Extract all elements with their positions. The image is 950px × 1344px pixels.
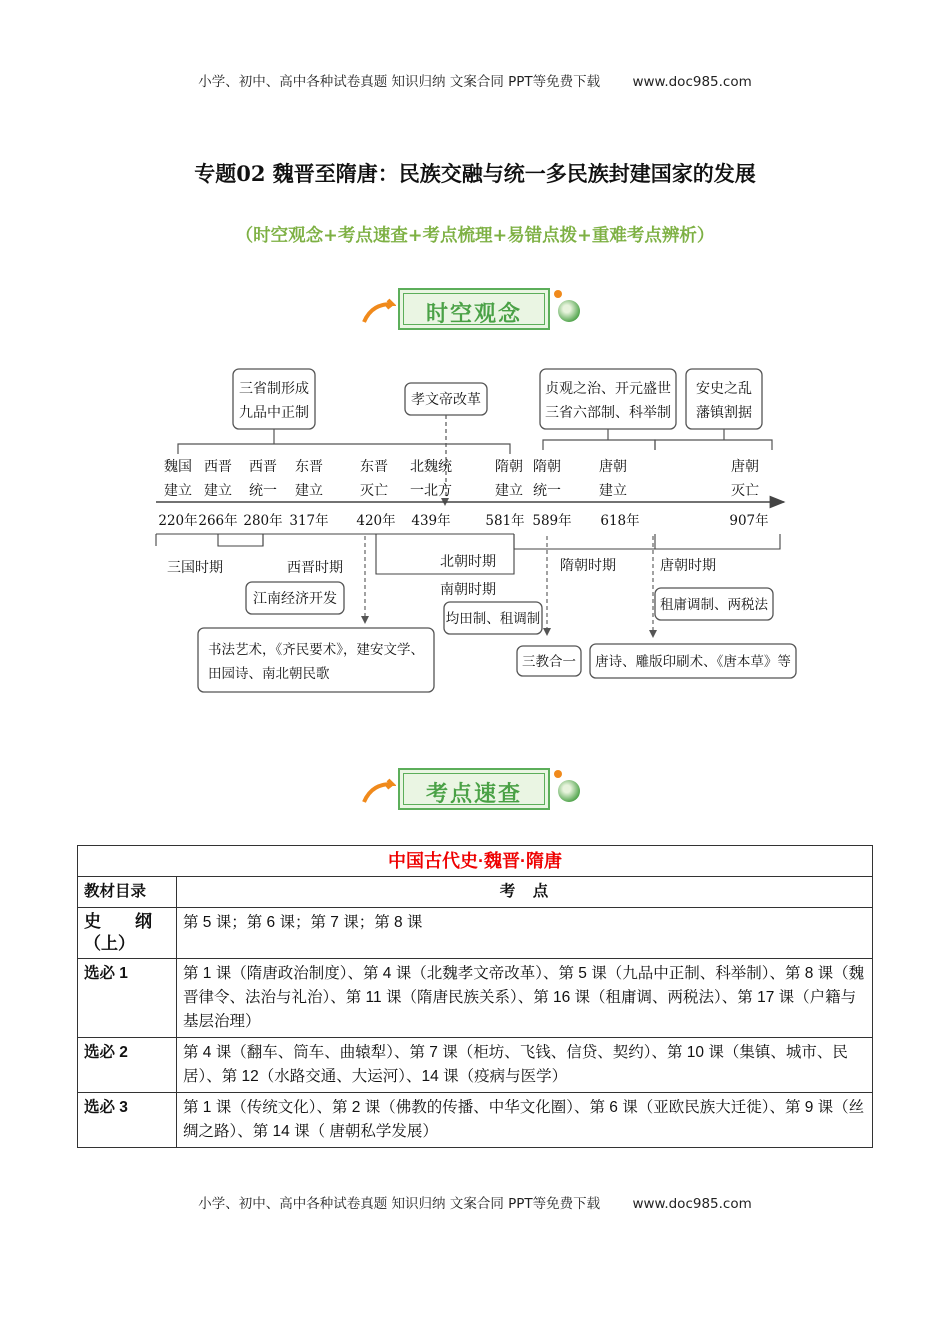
year-label: 280年 bbox=[243, 513, 283, 529]
section-banner-shikong bbox=[360, 286, 586, 336]
svg-text:灭亡: 灭亡 bbox=[731, 483, 759, 499]
year-label: 439年 bbox=[411, 513, 451, 529]
top-box-line: 贞观之治、开元盛世 bbox=[545, 381, 671, 397]
arrow-head bbox=[649, 630, 657, 638]
svg-text:东晋: 东晋 bbox=[295, 459, 323, 475]
top-box-line: 安史之乱 bbox=[696, 381, 752, 397]
svg-text:灭亡: 灭亡 bbox=[360, 483, 388, 499]
period-nanchao: 南朝时期 bbox=[440, 582, 496, 598]
top-box-line: 藩镇割据 bbox=[696, 405, 752, 421]
year-label: 589年 bbox=[532, 513, 572, 529]
box-tangshi bbox=[590, 644, 796, 678]
arrow-icon bbox=[362, 778, 396, 806]
box-jiangnan bbox=[246, 582, 344, 614]
svg-text:北魏统: 北魏统 bbox=[410, 459, 452, 475]
footer-text: 小学、初中、高中各种试卷真题 知识归纳 文案合同 PPT等免费下载 bbox=[198, 1196, 601, 1212]
svg-text:建立: 建立 bbox=[495, 483, 523, 499]
kaodian-table bbox=[77, 845, 873, 1148]
table-caption: 中国古代史·魏晋·隋唐 bbox=[78, 846, 873, 877]
bracket-line bbox=[178, 429, 510, 454]
svg-text:一北方: 一北方 bbox=[410, 483, 452, 499]
page-subtitle: （时空观念+考点速查+考点梳理+易错点拨+重难考点辨析） bbox=[235, 226, 715, 246]
year-label: 266年 bbox=[198, 513, 238, 529]
page-header bbox=[0, 70, 950, 90]
row-content: 第 1 课（传统文化）、第 2 课（佛教的传播、中华文化圈）、第 6 课（亚欧民族大迁徙）、第 9 课（丝绸之路）、第 14 课（ 唐朝私学发展） bbox=[177, 1093, 873, 1148]
svg-text:唐朝: 唐朝 bbox=[731, 459, 759, 475]
header-site[interactable]: www.doc985.com bbox=[632, 74, 752, 90]
arrow-head bbox=[543, 628, 551, 636]
timeline-years bbox=[158, 512, 768, 529]
row-content: 第 4 课（翻车、筒车、曲辕犁）、第 7 课（柜坊、飞钱、信贷、契约）、第 10 课（集镇、城市、民居）、第 12（水路交通、大运河）、14 课（疫病与医学） bbox=[177, 1038, 873, 1093]
top-box-line: 九品中正制 bbox=[239, 405, 309, 421]
svg-text:田园诗、南北朝民歌: 田园诗、南北朝民歌 bbox=[208, 666, 330, 682]
page-footer bbox=[0, 1192, 950, 1212]
box-zuyong bbox=[655, 588, 773, 620]
svg-text:隋朝: 隋朝 bbox=[495, 459, 523, 475]
timeline-diagram bbox=[150, 366, 800, 696]
row-content: 第 1 课（隋唐政治制度）、第 4 课（北魏孝文帝改革）、第 5 课（九品中正制、科举制）、第 8 课（魏晋律令、法治与礼治）、第 11 课（隋唐民族关系）、第 16 课（租庸调、两税法）、第 17 课（户籍与基层治理） bbox=[177, 959, 873, 1038]
period-xijin: 西晋时期 bbox=[287, 560, 343, 576]
event-label bbox=[295, 459, 323, 499]
decor-dot bbox=[554, 290, 562, 298]
svg-text:唐诗、雕版印刷术、《唐本草》等: 唐诗、雕版印刷术、《唐本草》等 bbox=[595, 654, 791, 670]
top-box-line: 三省六部制、科举制 bbox=[545, 405, 671, 421]
svg-text:隋朝: 隋朝 bbox=[533, 459, 561, 475]
section-banner-kaodian bbox=[360, 766, 586, 816]
event-label bbox=[249, 459, 277, 499]
event-label bbox=[204, 459, 232, 499]
box-culture bbox=[198, 628, 434, 692]
event-label bbox=[360, 459, 388, 499]
decor-dot bbox=[554, 770, 562, 778]
table-header-cell: 教材目录 bbox=[78, 877, 177, 908]
table-header-cell: 考 点 bbox=[177, 877, 873, 908]
table-row bbox=[78, 1093, 873, 1148]
year-label: 581年 bbox=[485, 513, 525, 529]
arrow-head bbox=[361, 616, 369, 624]
banner-label: 时空观念 bbox=[425, 302, 522, 327]
top-box-xiaowendi bbox=[405, 383, 487, 415]
svg-text:均田制、租调制: 均田制、租调制 bbox=[445, 611, 541, 627]
event-label bbox=[164, 459, 192, 499]
period-tang: 唐朝时期 bbox=[660, 558, 716, 574]
event-label bbox=[731, 458, 759, 499]
row-content: 第 5 课；第 6 课；第 7 课；第 8 课 bbox=[177, 908, 873, 959]
table-row bbox=[78, 908, 873, 959]
year-label: 220年 bbox=[158, 513, 198, 529]
table-row bbox=[78, 959, 873, 1038]
svg-text:东晋: 东晋 bbox=[360, 459, 388, 475]
period-sanguo: 三国时期 bbox=[167, 560, 223, 576]
svg-text:建立: 建立 bbox=[204, 483, 232, 499]
svg-text:建立: 建立 bbox=[164, 483, 192, 499]
svg-text:统一: 统一 bbox=[249, 483, 277, 499]
orb-icon bbox=[558, 780, 580, 802]
orb-icon bbox=[558, 300, 580, 322]
page-title: 专题02 魏晋至隋唐：民族交融与统一多民族封建国家的发展 bbox=[194, 161, 756, 186]
svg-text:建立: 建立 bbox=[599, 483, 627, 499]
top-box-line: 孝文帝改革 bbox=[411, 392, 481, 408]
event-label bbox=[533, 458, 561, 499]
row-name: 选必 1 bbox=[78, 959, 177, 1038]
box-sanjiao bbox=[517, 646, 581, 676]
footer-site[interactable]: www.doc985.com bbox=[632, 1196, 752, 1212]
svg-text:三教合一: 三教合一 bbox=[522, 654, 576, 670]
arrow-icon bbox=[362, 298, 396, 326]
row-name: 史 纲（上） bbox=[78, 908, 177, 959]
box-juntian bbox=[444, 602, 542, 634]
svg-text:魏国: 魏国 bbox=[164, 459, 192, 475]
period-sui: 隋朝时期 bbox=[560, 558, 616, 574]
header-text: 小学、初中、高中各种试卷真题 知识归纳 文案合同 PPT等免费下载 bbox=[198, 74, 601, 90]
year-label: 907年 bbox=[729, 513, 769, 529]
timeline-events bbox=[164, 458, 759, 499]
svg-text:西晋: 西晋 bbox=[204, 459, 232, 475]
svg-text:唐朝: 唐朝 bbox=[599, 459, 627, 475]
svg-text:统一: 统一 bbox=[533, 483, 561, 499]
top-box-zhenguan bbox=[540, 369, 676, 429]
top-box-anshi bbox=[686, 369, 762, 429]
year-label: 420年 bbox=[356, 513, 396, 529]
banner-frame bbox=[398, 288, 550, 330]
year-label: 317年 bbox=[289, 513, 329, 529]
banner-label: 考点速查 bbox=[425, 782, 522, 807]
svg-text:江南经济开发: 江南经济开发 bbox=[253, 591, 337, 607]
year-label: 618年 bbox=[600, 513, 640, 529]
event-label bbox=[495, 458, 523, 499]
top-box-sanshengzhi bbox=[233, 369, 315, 429]
table-row bbox=[78, 1038, 873, 1093]
row-name: 选必 2 bbox=[78, 1038, 177, 1093]
svg-text:建立: 建立 bbox=[295, 483, 323, 499]
period-beichao: 北朝时期 bbox=[440, 554, 496, 570]
svg-text:西晋: 西晋 bbox=[249, 459, 277, 475]
row-name: 选必 3 bbox=[78, 1093, 177, 1148]
bracket-line bbox=[543, 429, 655, 450]
bracket-line bbox=[655, 429, 772, 450]
event-label bbox=[599, 458, 627, 499]
top-box-line: 三省制形成 bbox=[239, 381, 309, 397]
svg-text:书法艺术，《齐民要术》，建安文学、: 书法艺术，《齐民要术》，建安文学、 bbox=[208, 642, 424, 658]
banner-frame bbox=[398, 768, 550, 810]
svg-text:租庸调制、两税法: 租庸调制、两税法 bbox=[660, 597, 768, 613]
